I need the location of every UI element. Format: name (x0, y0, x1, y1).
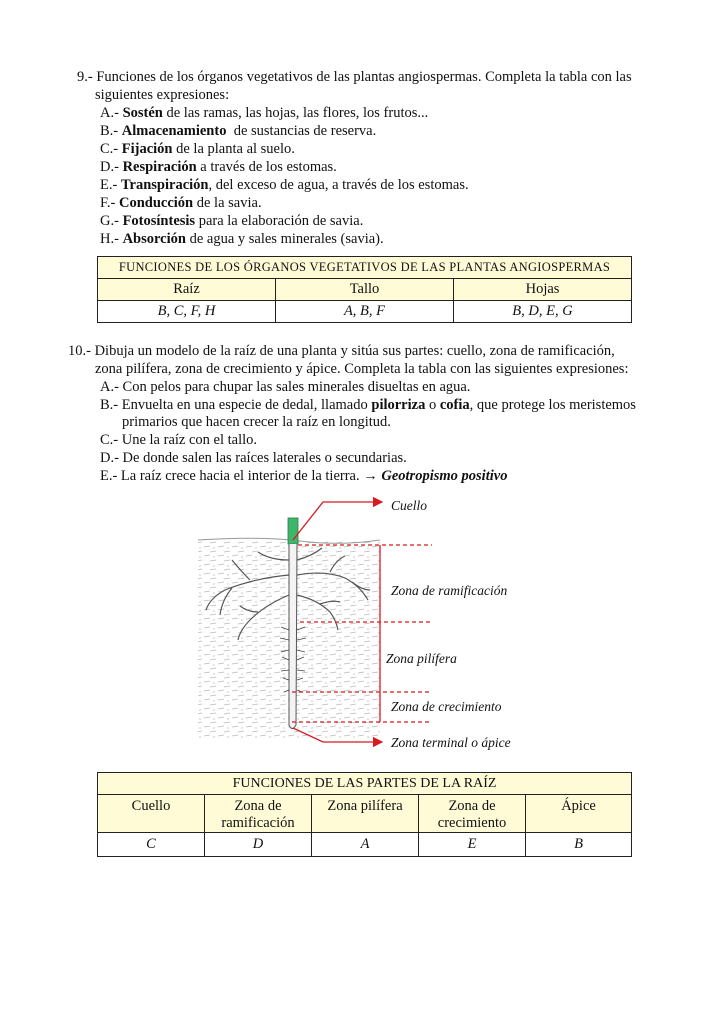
q9-expression-prefix: H.- (100, 231, 123, 247)
q9-expression-keyword: Sostén (122, 105, 163, 121)
q10-answer-crecimiento: E (419, 833, 526, 857)
q9-expression-prefix: F.- (100, 195, 119, 211)
q9-header-raiz: Raíz (98, 279, 276, 301)
label-cuello: Cuello (391, 498, 427, 513)
q9-table-title: FUNCIONES DE LOS ÓRGANOS VEGETATIVOS DE LAS PLANTAS ANGIOSPERMAS (98, 257, 632, 279)
q10-item-a: A.- Con pelos para chupar las sales minerales disueltas en agua. (100, 379, 471, 395)
q9-expression-text: de agua y sales minerales (savia). (185, 231, 384, 247)
q9-organ-functions-table (97, 256, 632, 323)
q9-expression-item (100, 194, 262, 212)
q10-item-b-pilorriza: pilorriza (371, 397, 426, 413)
label-zona-ramificacion: Zona de ramificación (391, 583, 508, 598)
q10-item-b-pre: B.- Envuelta en una especie de dedal, llamado (100, 397, 372, 413)
q9-expression-item (100, 212, 363, 230)
cuello-pointer (293, 502, 382, 540)
q9-expression-item (100, 104, 428, 122)
q9-expression-prefix: C.- (100, 141, 122, 157)
q9-expression-text: para la elaboración de savia. (195, 213, 364, 229)
q9-expression-text: de la savia. (193, 195, 262, 211)
q9-expression-item (100, 176, 469, 194)
q9-expression-prefix: E.- (100, 177, 121, 193)
q10-header-pilifera: Zona pilífera (312, 795, 419, 833)
q10-table-title: FUNCIONES DE LAS PARTES DE LA RAÍZ (98, 773, 632, 795)
q9-expression-keyword: Fijación (121, 141, 173, 157)
q9-expression-item (100, 230, 384, 248)
q10-item-b-cofia: cofia (439, 397, 470, 413)
q9-expression-item (100, 140, 295, 158)
label-zona-pilifera: Zona pilífera (386, 651, 457, 666)
q9-answer-hojas: B, D, E, G (454, 301, 632, 323)
label-zona-crecimiento: Zona de crecimiento (391, 699, 502, 714)
q10-answer-ramificacion: D (205, 833, 312, 857)
q9-expression-item (100, 158, 337, 176)
q9-expression-keyword: Absorción (122, 231, 186, 247)
q10-root-parts-table (97, 772, 632, 857)
apice-pointer (293, 728, 382, 742)
q9-expression-prefix: B.- (100, 123, 122, 139)
q10-header-crecimiento: Zona de crecimiento (419, 795, 526, 833)
q10-item-b-line2: primarios que hacen crecer la raíz en longitud. (122, 414, 391, 430)
q10-statement-line2: zona pilífera, zona de crecimiento y ápice. Completa la tabla con las siguientes expresiones: (95, 361, 629, 377)
root-hairs (280, 627, 306, 692)
q10-item-e-pre: E.- La raíz crece hacia el interior de la tierra. → (100, 468, 382, 484)
q10-item-b-mid: o (425, 397, 440, 413)
label-zona-apice: Zona terminal o ápice (391, 735, 511, 750)
q10-item-b-end: , que protege los meristemos (469, 397, 636, 413)
q9-expression-item (100, 122, 376, 140)
q10-header-cuello: Cuello (98, 795, 205, 833)
q10-item-e-geotropismo: Geotropismo positivo (381, 468, 508, 484)
q9-expression-keyword: Transpiración (120, 177, 209, 193)
stem-green (288, 518, 298, 544)
q9-expression-keyword: Fotosíntesis (122, 213, 196, 229)
q9-answer-raiz: B, C, F, H (98, 301, 276, 323)
q10-answer-apice: B (526, 833, 632, 857)
q9-expression-keyword: Respiración (122, 159, 197, 175)
q10-item-b (100, 396, 636, 414)
q10-item-c: C.- Une la raíz con el tallo. (100, 432, 258, 448)
soil-area (198, 540, 380, 738)
q10-statement-line1: 10.- Dibuja un modelo de la raíz de una planta y sitúa sus partes: cuello, zona de ramificación, (68, 343, 615, 359)
q9-expression-text: de las ramas, las hojas, las flores, los frutos... (162, 105, 429, 121)
q9-expression-text: a través de los estomas. (196, 159, 337, 175)
q10-answer-pilifera: A (312, 833, 419, 857)
q10-answer-cuello: C (98, 833, 205, 857)
q9-header-tallo: Tallo (276, 279, 454, 301)
main-root (289, 544, 297, 729)
q9-statement-line1: 9.- Funciones de los órganos vegetativos de las plantas angiospermas. Completa la tabla con las (77, 69, 632, 85)
q9-expression-keyword: Conducción (118, 195, 194, 211)
q10-item-e (100, 467, 507, 485)
q9-header-hojas: Hojas (454, 279, 632, 301)
q9-expression-prefix: D.- (100, 159, 123, 175)
lateral-roots (206, 548, 370, 640)
q9-expression-prefix: A.- (100, 105, 123, 121)
q9-answer-tallo: A, B, F (276, 301, 454, 323)
q10-header-ramificacion: Zona de ramificación (205, 795, 312, 833)
q9-expression-text: de sustancias de reserva. (226, 123, 377, 139)
q9-expression-prefix: G.- (100, 213, 123, 229)
q9-expression-text: , del exceso de agua, a través de los estomas. (208, 177, 469, 193)
q10-header-apice: Ápice (526, 795, 632, 833)
q10-item-d: D.- De donde salen las raíces laterales o secundarias. (100, 450, 407, 466)
q9-statement-line2: siguientes expresiones: (95, 87, 230, 103)
q9-expression-text: de la planta al suelo. (172, 141, 295, 157)
q9-expression-keyword: Almacenamiento (121, 123, 227, 139)
